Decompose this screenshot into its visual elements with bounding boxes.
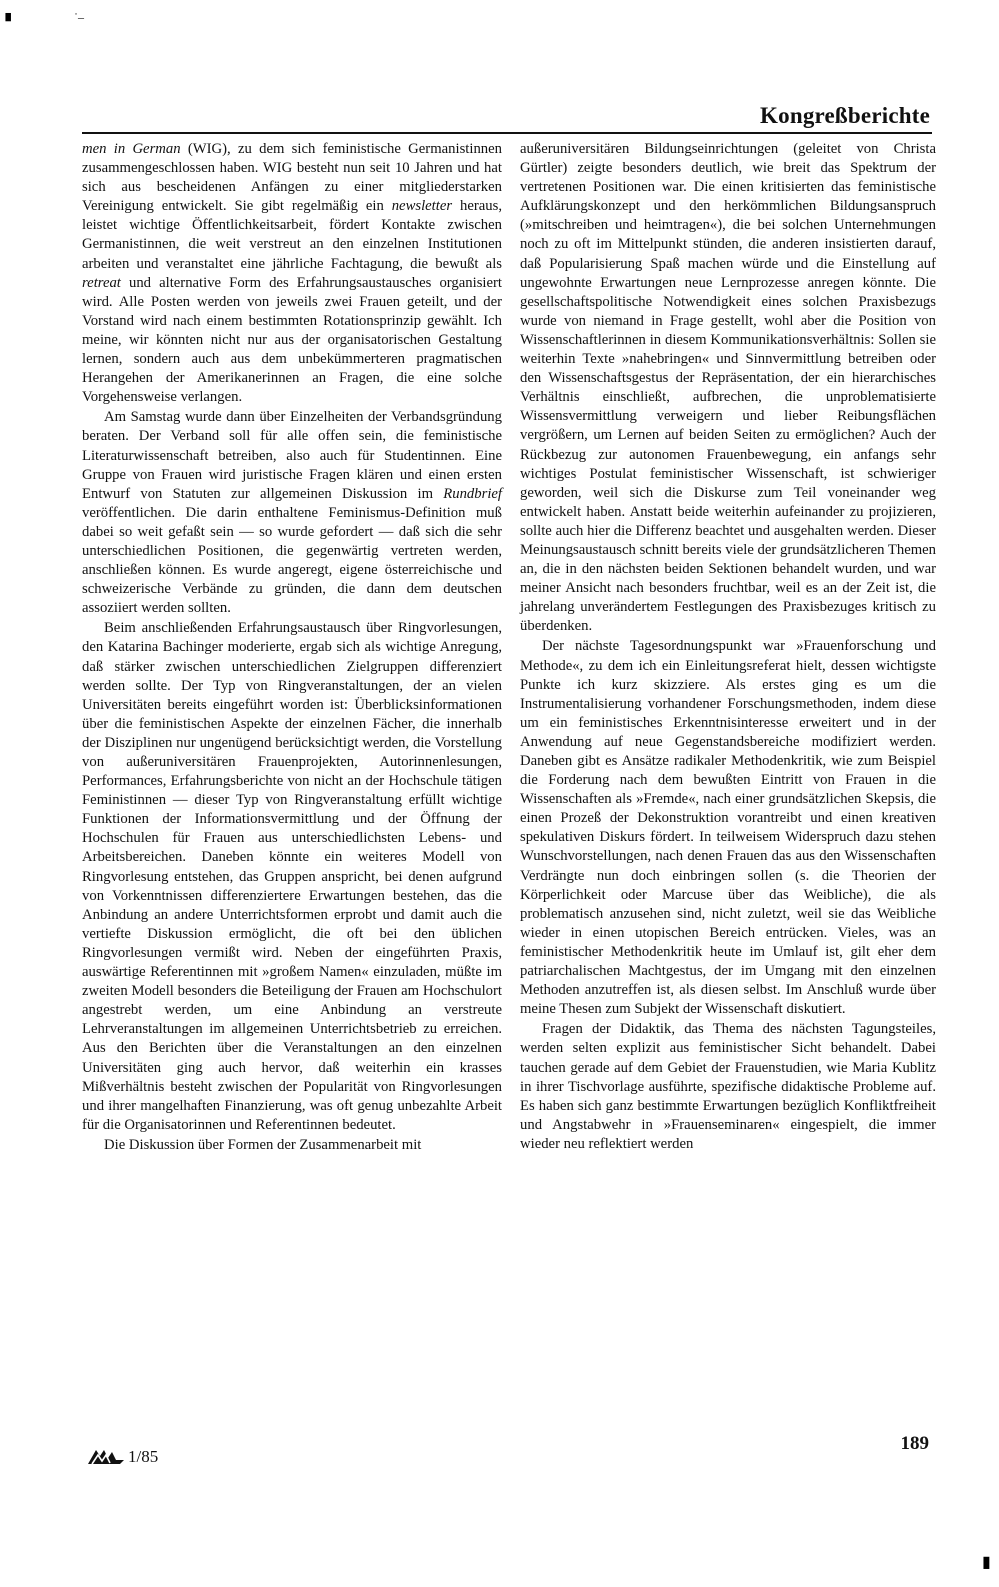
page-footer-issue bbox=[86, 1446, 158, 1468]
italic-term: Rundbrief bbox=[443, 485, 502, 502]
text-run: Der nächste Tagesordnungspunkt war »Frauenforschung und Methode«, zu dem ich ein Einleitungsreferat hielt, dessen wichtigste Punkte ich kurz skizziere. Als erstes ging es um die Instrumentalisierung vorhandener Forschungsmethoden, indem diese um ein feministisches Erkenntnisinteresse erweitert und in der Anwendung auf neue Gegenstandsbereiche modifiziert werden. Daneben gibt es Ansätze radikaler Methodenkritik, wie zum Beispiel die Forderung nach dem bewußten Eintritt von Frauen in die Wissenschaften als »Fremde«, nach einer grundsätzlichen Skepsis, die einen Prozeß der Dekonstruktion vorantreibt und einen kreativen spekulativen Diskurs fördert. In teilweisem Widerspruch dazu stehen Wunschvorstellungen, nach denen Frauen das aus den Wissenschaften Verdrängte nun doch einbringen sollen (s. die Theorien der Körperlichkeit oder Marcuse über das Weibliche), die als problematisch anzusehen sind, nicht zuletzt, weil sie das Weibliche wieder in einen utopischen Bereich entrücken. Vieles, was an feministischer Methodenkritik heute im Umlauf ist, gilt eher dem patriarchalischen Machtgestus, der im Umgang mit den einzelnen Methoden anzutreffen ist, als diesen selbst. Im Anschluß wurde über meine Thesen zum Subjekt der Wissenschaft diskutiert. bbox=[520, 638, 936, 1018]
paragraph bbox=[82, 619, 502, 1135]
italic-term: retreat bbox=[82, 274, 121, 291]
text-run: und alternative Form des Erfahrungsaustausches organisiert wird. Alle Posten werden von jeweils zwei Frauen geteilt, und der Vorstand wird nach einem bestimmten Rotationsprinzip gewählt. Ich meine, wir könnten nicht nur aus der organisatorischen Gestaltung lernen, sondern auch aus dem unbekümmerteren pragmatischen Herangehen der Amerikanerinnen an Fragen, die eine solche Vorgehensweise verlangen. bbox=[82, 274, 502, 406]
text-run: (WIG), zu dem sich feministische Germanistinnen zusammengeschlossen haben. WIG besteht nun seit 10 Jahren und hat sich aus bescheidenen Anfängen zu einer mitgliederstarken Vereinigung entwickelt. Sie gibt regelmäßig ein bbox=[82, 141, 502, 215]
issue-number: 1/85 bbox=[128, 1447, 159, 1466]
text-run: veröffentlichen. Die darin enthaltene Feminismus-Definition muß dabei so weit gefaßt sein — so wurde gefordert — daß sich die sehr unterschiedlichen Positionen, die gegenwärtig vertreten werden, anschließen können. Es wurde angeregt, eigene österreichische und schweizerische Verbände zu gründen, die dann dem deutschen assoziiert werden sollten. bbox=[82, 504, 502, 617]
scan-mark-bottom-right: ▮ bbox=[982, 1554, 991, 1571]
scan-mark-top: ˙– bbox=[74, 10, 84, 24]
paragraph bbox=[82, 408, 502, 618]
italic-term: men in German bbox=[82, 141, 181, 157]
paragraph bbox=[520, 1020, 936, 1154]
section-title: Kongreßberichte bbox=[760, 103, 930, 128]
text-run: außeruniversitären Bildungseinrichtungen (geleitet von Christa Gürtler) zeigte besonders deutlich, wie breit das Spektrum der vertretenen Positionen war. Die einen kritisierten das feministische Aufklärungskonzept und den herkömmlichen Bildungsanspruch (»mitschreiben und heimtragen«), die bei solchen Unternehmungen noch zu oft im Mittelpunkt stünden, die anderen insistierten darauf, daß Popularisierung Spaß machen würde und die Einstellung auf ungewohnte Erwartungen neue Lernprozesse anregen könnte. Die gesellschaftspolitische Notwendigkeit eines solchen Praxisbezugs wurde von niemand in Frage gestellt, wohl aber die Position von Wissenschaftlerinnen in diesem Kommunikationsverhältnis: Sollen sie weiterhin Texte »nahebringen« und Sinnvermittlung betreiben oder den Wissenschaftsgestus der Repräsentation, der ein hierarchisches Verhältnis einschließt, aufbrechen, die unproblematisierte Wissensvermittlung verweigern und lieber Reibungsflächen vergrößern, um Lernen auf beiden Seiten zu ermöglichen? Auch der Rückbezug zur autonomen Frauenbewegung, ein anfangs sehr wichtiges Postulat feministischer Wissenschaft, ist schwieriger geworden, weil sich die Diskurse zum Teil voneinander weg entwickelt haben. Anstatt beide weiterhin aufeinander zu projizieren, sollte auch hier die Differenz beachtet und ausgehalten werden. Dieser Meinungsaustausch schnitt bereits viele der grundsätzlicheren Themen an, die in den nächsten beiden Sektionen behandelt wurden, und war meiner Ansicht nach besonders fruchtbar, weil es an der Zeit ist, die jahrelang unverändertem Festlegungen des Praxisbezuges kritisch zu überdenken. bbox=[520, 141, 936, 635]
right-text-column bbox=[520, 140, 936, 1154]
page-header bbox=[82, 98, 932, 134]
page-number: 189 bbox=[900, 1433, 929, 1454]
text-run: Am Samstag wurde dann über Einzelheiten der Verbandsgründung beraten. Der Verband soll für alle offen sein, die feministische Literaturwissenschaft betreiben, also auch für Studentinnen. Eine Gruppe von Frauen wird juristische Fragen klären und einen ersten Entwurf von Statuten zur allgemeinen Diskussion im bbox=[82, 409, 502, 502]
left-text-column bbox=[82, 140, 502, 1155]
text-run: Fragen der Didaktik, das Thema des nächsten Tagungsteiles, werden selten explizit aus feministischer Sicht behandelt. Dabei tauchen gerade auf dem Gebiet der Frauenstudien, wie Maria Kublitz in ihrer Tischvorlage ausführte, spezifische didaktische Probleme auf. Es haben sich ganz bestimmte Erwartungen bezüglich Konfliktfreiheit und Angstabwehr in »Frauenseminaren« eingespielt, die immer wieder neu reflektiert werden bbox=[520, 1021, 936, 1152]
text-run: Beim anschließenden Erfahrungsaustausch über Ringvorlesungen, den Katarina Bachinger moderierte, ergab sich als wichtige Anregung, daß stärker zwischen unterschiedlichen Zielgruppen differenziert werden sollte. Der Typ von Ringveranstaltungen, der an vielen Universitäten bereits eingeführt worden ist: Überblicksinformationen über die feministischen Aspekte der einzelnen Fächer, die innerhalb der Disziplinen nur ungenügend berücksichtigt werden, die Vorstellung von außeruniversitären Frauenprojekten, Autorinnenlesungen, Performances, Erfahrungsberichte von nicht an der Hochschule tätigen Feministinnen — dieser Typ von Ringveranstaltung erfüllt wichtige Funktionen der Informationsvermittlung und der Öffnung der Hochschulen für Frauen aus unterschiedlichsten Lebens- und Arbeitsbereichen. Daneben könnte ein weiteres Modell von Ringvorlesung entstehen, das Gruppen anspricht, bei denen aufgrund von Vorkenntnissen differenziertere Erwartungen bestehen, das die Anbindung an andere Unterrichtsformen erprobt und damit auch die vertiefte Diskussion ermöglicht, die oft bei den üblichen Ringvorlesungen vermißt wird. Neben der eingeführten Praxis, auswärtige Referentinnen mit »großem Namen« einzuladen, müßte im zweiten Modell besonders die Beteiligung der Frauen am Hochschulort angestrebt werden, um eine Anbindung an verstreute Lehrveranstaltungen im allgemeinen Unterrichtsbetrieb zu erreichen. Aus den Berichten über die Veranstaltungen an den einzelnen Universitäten ging auch hervor, daß weiterhin ein krasses Mißverhältnis besteht zwischen der Popularität von Ringvorlesungen und ihrer mangelhaften Finanzierung, was oft genug unbezahlte Arbeit für die Organisatorinnen und Referentinnen bedeutet. bbox=[82, 620, 502, 1133]
text-run: heraus, leistet wichtige Öffentlichkeitsarbeit, fördert Kontakte zwischen Germanistinnen, die weit verstreut an den einzelnen Institutionen arbeiten und veranstaltet eine jährliche Fachtagung, die bewußt als bbox=[82, 198, 502, 272]
journal-logo-icon bbox=[86, 1446, 126, 1468]
text-run: Die Diskussion über Formen der Zusammenarbeit mit bbox=[104, 1136, 422, 1153]
paragraph bbox=[520, 637, 936, 1019]
paragraph bbox=[82, 140, 502, 407]
paragraph bbox=[520, 140, 936, 636]
scan-mark-top-left: ▝ bbox=[0, 15, 11, 30]
italic-term: newsletter bbox=[391, 198, 453, 215]
paragraph bbox=[82, 1136, 502, 1155]
